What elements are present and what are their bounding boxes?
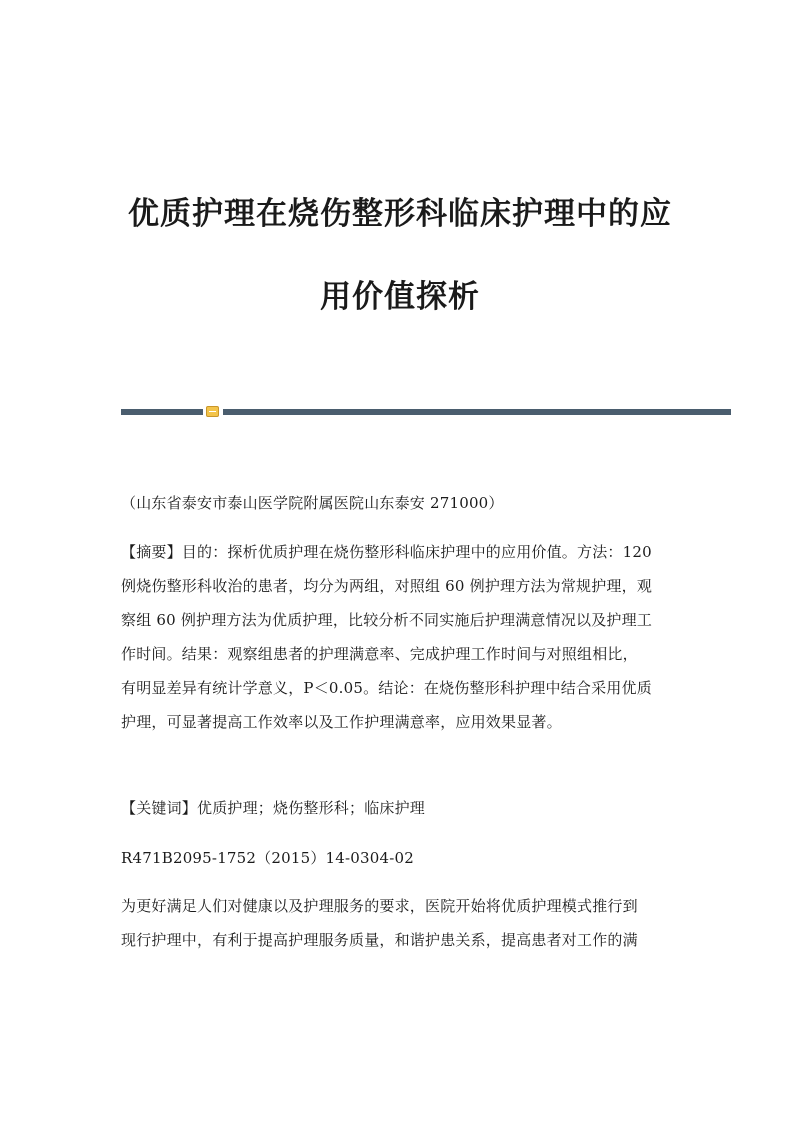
- paper-title-line-1: 优质护理在烧伤整形科临床护理中的应: [128, 196, 672, 232]
- classification-number: [121, 841, 681, 875]
- abstract-line: 例烧伤整形科收治的患者，均分为两组，对照组 60 例护理方法为常规护理，观: [121, 577, 653, 595]
- abstract-line: 护理，可显著提高工作效率以及工作护理满意率，应用效果显著。: [121, 713, 562, 731]
- title-divider-right: [223, 409, 731, 415]
- body-line: 为更好满足人们对健康以及护理服务的要求，医院开始将优质护理模式推行到: [121, 897, 638, 915]
- author-affiliation: [121, 486, 681, 520]
- title-divider-left: [121, 409, 203, 415]
- abstract-line: 有明显差异有统计学意义，P＜0.05。结论：在烧伤整形科护理中结合采用优质: [121, 679, 652, 697]
- paper-title-line-2: 用价值探析: [320, 279, 480, 315]
- abstract-paragraph: [121, 535, 681, 739]
- title-divider-mark-icon: [206, 406, 219, 417]
- abstract-line: 作时间。结果：观察组患者的护理满意率、完成护理工作时间与对照组相比，: [121, 645, 638, 663]
- body-line: 现行护理中，有利于提高护理服务质量，和谐护患关系，提高患者对工作的满: [121, 931, 638, 949]
- affiliation-text: （山东省泰安市泰山医学院附属医院山东泰安 271000）: [121, 494, 504, 512]
- abstract-line: 察组 60 例护理方法为优质护理，比较分析不同实施后护理满意情况以及护理工: [121, 611, 653, 629]
- body-paragraph: [121, 889, 681, 957]
- classification-text: R471B2095-1752（2015）14-0304-02: [121, 849, 415, 867]
- keywords-text: 【关键词】优质护理；烧伤整形科；临床护理: [121, 799, 426, 817]
- keywords-paragraph: [121, 791, 681, 825]
- abstract-line: 【摘要】目的：探析优质护理在烧伤整形科临床护理中的应用价值。方法：120: [121, 543, 652, 561]
